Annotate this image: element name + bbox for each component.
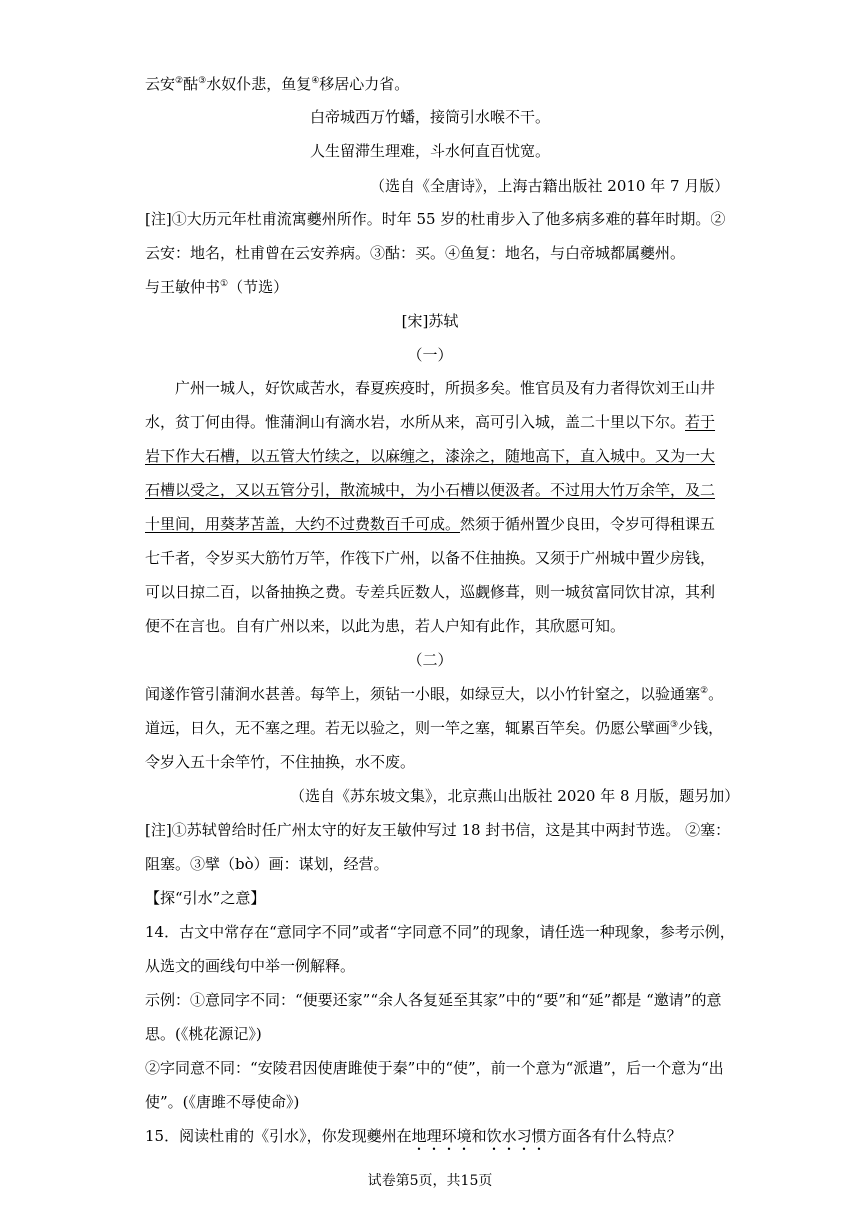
- letter-note-2: 阻塞。③擘（bò）画：谋划，经营。: [145, 855, 389, 873]
- letter-part-2: （二）: [407, 651, 453, 669]
- letter-p1-line-e: 十里间，用葵茅苫盖，大约不过费数百千可成。然须于循州置少良田，令岁可得租课五: [145, 515, 716, 533]
- letter-p1-line-h: 便不在言也。自有广州以来，以此为患，若人户知有此作，其欣愿可知。: [145, 617, 626, 635]
- poem-note-1: [注]①大历元年杜甫流寓夔州所作。时年 55 岁的杜甫步入了他多病多难的暮年时期。②: [145, 210, 726, 228]
- poem-note-2: 云安：地名，杜甫曾在云安养病。③酤：买。④鱼复：地名，与白帝城都属夔州。: [145, 244, 686, 262]
- question-14-line-b: 从选文的画线句中举一例解释。: [145, 957, 356, 975]
- letter-p1-line-b: 水，贫丁何由得。惟蒲涧山有滴水岩，水所从来，高可引入城，盖二十里以下尔。若于: [145, 413, 716, 431]
- question-15: 15．阅读杜甫的《引水》，你发现夔州在地理环境和饮水习惯方面各有什么特点？: [145, 1127, 682, 1145]
- poem-line-2: 人生留滞生理难，斗水何直百忧宽。: [309, 142, 550, 160]
- letter-source: （选自《苏东坡文集》，北京燕山出版社 2020 年 8 月版，题另加）: [290, 787, 740, 805]
- letter-p1-line-f: 七千者，令岁买大筋竹万竿，作筏下广州，以备不住抽换。又须于广州城中置少房钱，: [145, 549, 716, 567]
- poem-line-1: 白帝城西万竹蟠，接筒引水喉不干。: [309, 108, 550, 126]
- page-footer: 试卷第5页，共15页: [367, 1173, 493, 1189]
- letter-note-1: [注]①苏轼曾给时任广州太守的好友王敏仲写过 18 封书信，这是其中两封节选。 ②塞：: [145, 821, 731, 839]
- letter-p1-line-d: 石槽以受之，又以五管分引，散流城中，为小石槽以便汲者。不过用大竹万余竿，及二: [145, 481, 716, 499]
- example-2-line-b: 使”。(《唐雎不辱使命》): [145, 1093, 300, 1111]
- letter-p1-line-c: 岩下作大石槽，以五管大竹续之，以麻缠之，漆涂之，随地高下，直入城中。又为一大: [145, 447, 716, 465]
- letter-part-1: （一）: [407, 346, 453, 364]
- letter-p1-line-g: 可以日掠二百，以备抽换之费。专差兵匠数人，巡觑修葺，则一城贫富同饮甘凉，其利: [145, 583, 716, 601]
- poem-line-0: 云安②酤③水奴仆悲，鱼复④移居心力省。: [145, 75, 410, 93]
- letter-p1-line-a: 广州一城人，好饮咸苦水，春夏疾疫时，所损多矣。惟官员及有力者得饮刘王山井: [175, 379, 716, 397]
- example-1-line-a: 示例：①意同字不同：“便要还家”“余人各复延至其家”中的“要”和“延”都是 “邀请”的意: [145, 991, 722, 1009]
- letter-p2-line-b: 道远，日久，无不塞之理。若无以验之，则一竿之塞，辄累百竿矣。仍愿公擘画③少钱，: [145, 719, 724, 737]
- letter-p2-line-a: 闻遂作管引蒲涧水甚善。每竿上，须钻一小眼，如绿豆大，以小竹针窒之，以验通塞②。: [145, 685, 724, 703]
- letter-author: [宋]苏轼: [401, 312, 459, 330]
- letter-p2-line-c: 令岁入五十余竿竹，不住抽换，水不废。: [145, 753, 416, 771]
- poem-source: （选自《全唐诗》，上海古籍出版社 2010 年 7 月版）: [370, 177, 730, 195]
- example-1-line-b: 思。(《桃花源记》): [145, 1025, 262, 1043]
- question-14-line-a: 14．古文中常存在“意同字不同”或者“字同意不同”的现象，请任选一种现象，参考示例，: [145, 923, 735, 941]
- section-heading: 【探“引水”之意】: [145, 889, 266, 907]
- letter-title: 与王敏仲书①（节选）: [145, 278, 289, 296]
- example-2-line-a: ②字同意不同：“安陵君因使唐雎使于秦”中的“使”，前一个意为“派遣”，后一个意为“出: [145, 1059, 724, 1077]
